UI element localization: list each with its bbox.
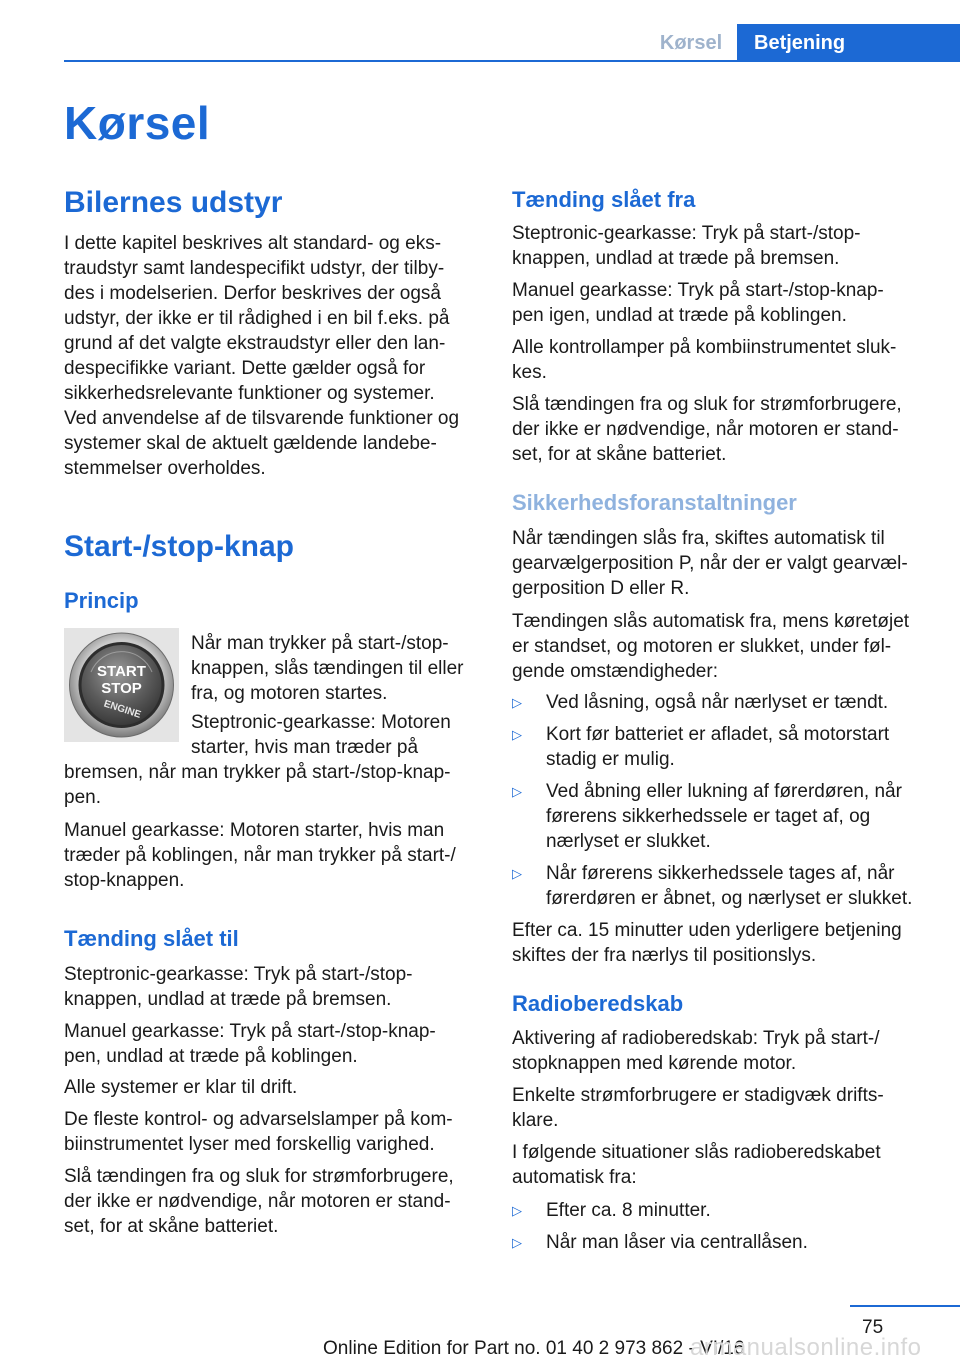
text-line: klare. [512, 1110, 559, 1131]
bullet-triangle-icon: ▷ [512, 727, 522, 742]
text-line: knappen, undlad at træde på bremsen. [512, 248, 840, 269]
list-item-text [546, 779, 932, 854]
safety-text-1 [512, 526, 952, 601]
text-line: set, for at skåne batteriet. [512, 444, 727, 465]
bullet-triangle-icon: ▷ [512, 784, 522, 799]
principle-text-1 [191, 631, 491, 706]
list-item-text [546, 722, 932, 772]
bullet-triangle-icon: ▷ [512, 1235, 522, 1250]
text-line: pen igen, undlad at træde på koblingen. [512, 305, 847, 326]
list-item-text [546, 1198, 932, 1223]
text-line: Enkelte strømforbrugere er stadigvæk drifts‐ [512, 1085, 884, 1106]
text-line: træder på koblingen, når man trykker på start-/ [64, 845, 456, 866]
button-engine-text: ENGINE [102, 698, 143, 721]
text-line: Ved låsning, også når nærlyset er tændt. [546, 692, 889, 713]
text-line: Aktivering af radioberedskab: Tryk på start-/ [512, 1028, 880, 1049]
ignition-off-text-3 [512, 335, 942, 385]
text-line: stadig er mulig. [546, 749, 675, 770]
header-tab-operation[interactable]: Betjening [737, 24, 960, 62]
radio-text-2 [512, 1083, 942, 1133]
button-stop-text: STOP [101, 680, 142, 697]
ignition-off-text-2 [512, 278, 942, 328]
heading-radio: Radioberedskab [512, 991, 684, 1016]
text-line: Alle systemer er klar til drift. [64, 1077, 298, 1098]
text-line: skiftes der fra nærlys til positionslys. [512, 945, 817, 966]
text-line: Når førerens sikkerhedssele tages af, når [546, 863, 895, 884]
text-line: traudstyr samt landespecifikt udstyr, der tilby‐ [64, 258, 445, 279]
text-line: I følgende situationer slås radioberedskabet [512, 1142, 881, 1163]
text-line: førerens sikkerhedssele er taget af, og [546, 806, 871, 827]
text-line: Når man låser via centrallåsen. [546, 1232, 808, 1253]
text-line: Alle kontrollamper på kombiinstrumentet sluk‐ [512, 337, 897, 358]
text-line: knappen, undlad at træde på bremsen. [64, 989, 392, 1010]
start-stop-button-image [64, 628, 179, 742]
text-line: starter, hvis man træder på [191, 737, 419, 758]
text-line: automatisk fra: [512, 1167, 637, 1188]
page-number: 75 [862, 1317, 884, 1338]
ignition-on-text-2 [64, 1019, 484, 1069]
text-line: Efter ca. 15 minutter uden yderligere betjening [512, 920, 902, 941]
text-line: Steptronic-gearkasse: Tryk på start-/stop- [512, 223, 861, 244]
text-line: pen. [64, 787, 101, 808]
text-line: gerposition D eller R. [512, 578, 690, 599]
safety-text-2 [512, 609, 952, 684]
text-line: Manuel gearkasse: Tryk på start-/stop-knap‐ [64, 1021, 436, 1042]
footer-rule [850, 1305, 960, 1307]
text-line: der ikke er nødvendige, når motoren er stand‐ [512, 419, 899, 440]
list-item-text [546, 861, 932, 911]
text-line: gende omstændigheder: [512, 661, 718, 682]
text-line: systemer skal de aktuelt gældende landebe‐ [64, 433, 437, 454]
ignition-off-text-4 [512, 392, 942, 467]
text-line: gearvælgerposition P, når der er valgt gearvæl‐ [512, 553, 908, 574]
header-tab-driving[interactable]: Kørsel [659, 32, 723, 54]
text-line: Når man trykker på start-/stop- [191, 633, 449, 654]
heading-ignition-off: Tænding slået fra [512, 187, 696, 212]
text-line: Kort før batteriet er afladet, så motorstart [546, 724, 890, 745]
ignition-on-text-4 [64, 1107, 484, 1157]
text-line: fra, og motoren startes. [191, 683, 388, 704]
principle-text-2a [191, 710, 491, 760]
safety-text-3 [512, 918, 952, 968]
ignition-on-text-3 [64, 1075, 484, 1100]
text-line: Når tændingen slås fra, skiftes automatisk til [512, 528, 885, 549]
text-line: Manuel gearkasse: Motoren starter, hvis man [64, 820, 445, 841]
text-line: stemmelser overholdes. [64, 458, 266, 479]
text-line: sikkerhedsrelevante funktioner og systemer. [64, 383, 435, 404]
radio-text-3 [512, 1140, 942, 1190]
equipment-text [64, 231, 484, 481]
header-rule [64, 60, 960, 62]
text-line: Ved anvendelse af de tilsvarende funktioner og [64, 408, 460, 429]
heading-principle: Princip [64, 588, 139, 613]
text-line: kes. [512, 362, 547, 383]
text-line: førerdøren er åbnet, og nærlyset er slukket. [546, 888, 913, 909]
text-line: Manuel gearkasse: Tryk på start-/stop-knap‐ [512, 280, 884, 301]
text-line: despecifikke variant. Dette gælder også for [64, 358, 426, 379]
heading-ignition-on: Tænding slået til [64, 926, 239, 951]
text-line: er standset, og motoren er slukket, under føl‐ [512, 636, 892, 657]
text-line: udstyr, der ikke er til rådighed i en bil f.eks. på [64, 308, 450, 329]
bullet-triangle-icon: ▷ [512, 1203, 522, 1218]
text-line: bremsen, når man trykker på start-/stop-knap‐ [64, 762, 451, 783]
heading-equipment: Bilernes udstyr [64, 186, 283, 219]
text-line: set, for at skåne batteriet. [64, 1216, 279, 1237]
ignition-on-text-1 [64, 962, 484, 1012]
ignition-off-text-1 [512, 221, 942, 271]
bullet-triangle-icon: ▷ [512, 866, 522, 881]
list-item-text [546, 690, 932, 715]
heading-safety: Sikkerhedsforanstaltninger [512, 490, 797, 515]
text-line: nærlyset er slukket. [546, 831, 711, 852]
watermark: armanualsonline.info [690, 1334, 922, 1361]
text-line: De fleste kontrol- og advarselslamper på kom‐ [64, 1109, 453, 1130]
list-item-text [546, 1230, 932, 1255]
ignition-on-text-5 [64, 1164, 484, 1239]
text-line: Ved åbning eller lukning af førerdøren, når [546, 781, 902, 802]
edition-footer: Online Edition for Part no. 01 40 2 973 862 - VI/16 [323, 1338, 745, 1359]
text-line: Steptronic-gearkasse: Tryk på start-/stop- [64, 964, 413, 985]
text-line: stopknappen med kørende motor. [512, 1053, 797, 1074]
text-line: der ikke er nødvendige, når motoren er stand‐ [64, 1191, 451, 1212]
heading-start-stop: Start-/stop-knap [64, 530, 295, 563]
text-line: biinstrumentet lyser med forskellig varighed. [64, 1134, 435, 1155]
text-line: des i modelserien. Derfor beskrives der også [64, 283, 442, 304]
button-start-text: START [97, 663, 146, 680]
text-line: Efter ca. 8 minutter. [546, 1200, 711, 1221]
text-line: grund af det valgte ekstraudstyr eller den lan‐ [64, 333, 446, 354]
text-line: stop-knappen. [64, 870, 185, 891]
text-line: I dette kapitel beskrives alt standard- og eks‐ [64, 233, 442, 254]
chapter-title: Kørsel [64, 97, 211, 149]
text-line: Tændingen slås automatisk fra, mens køretøjet [512, 611, 910, 632]
radio-text-1 [512, 1026, 942, 1076]
text-line: Slå tændingen fra og sluk for strømforbrugere, [512, 394, 902, 415]
text-line: Slå tændingen fra og sluk for strømforbrugere, [64, 1166, 454, 1187]
start-stop-button-icon [64, 628, 179, 742]
text-line: knappen, slås tændingen til eller [191, 658, 464, 679]
principle-text-2b [64, 760, 484, 810]
bullet-triangle-icon: ▷ [512, 695, 522, 710]
principle-text-3 [64, 818, 484, 893]
text-line: pen, undlad at træde på koblingen. [64, 1046, 358, 1067]
text-line: Steptronic-gearkasse: Motoren [191, 712, 451, 733]
